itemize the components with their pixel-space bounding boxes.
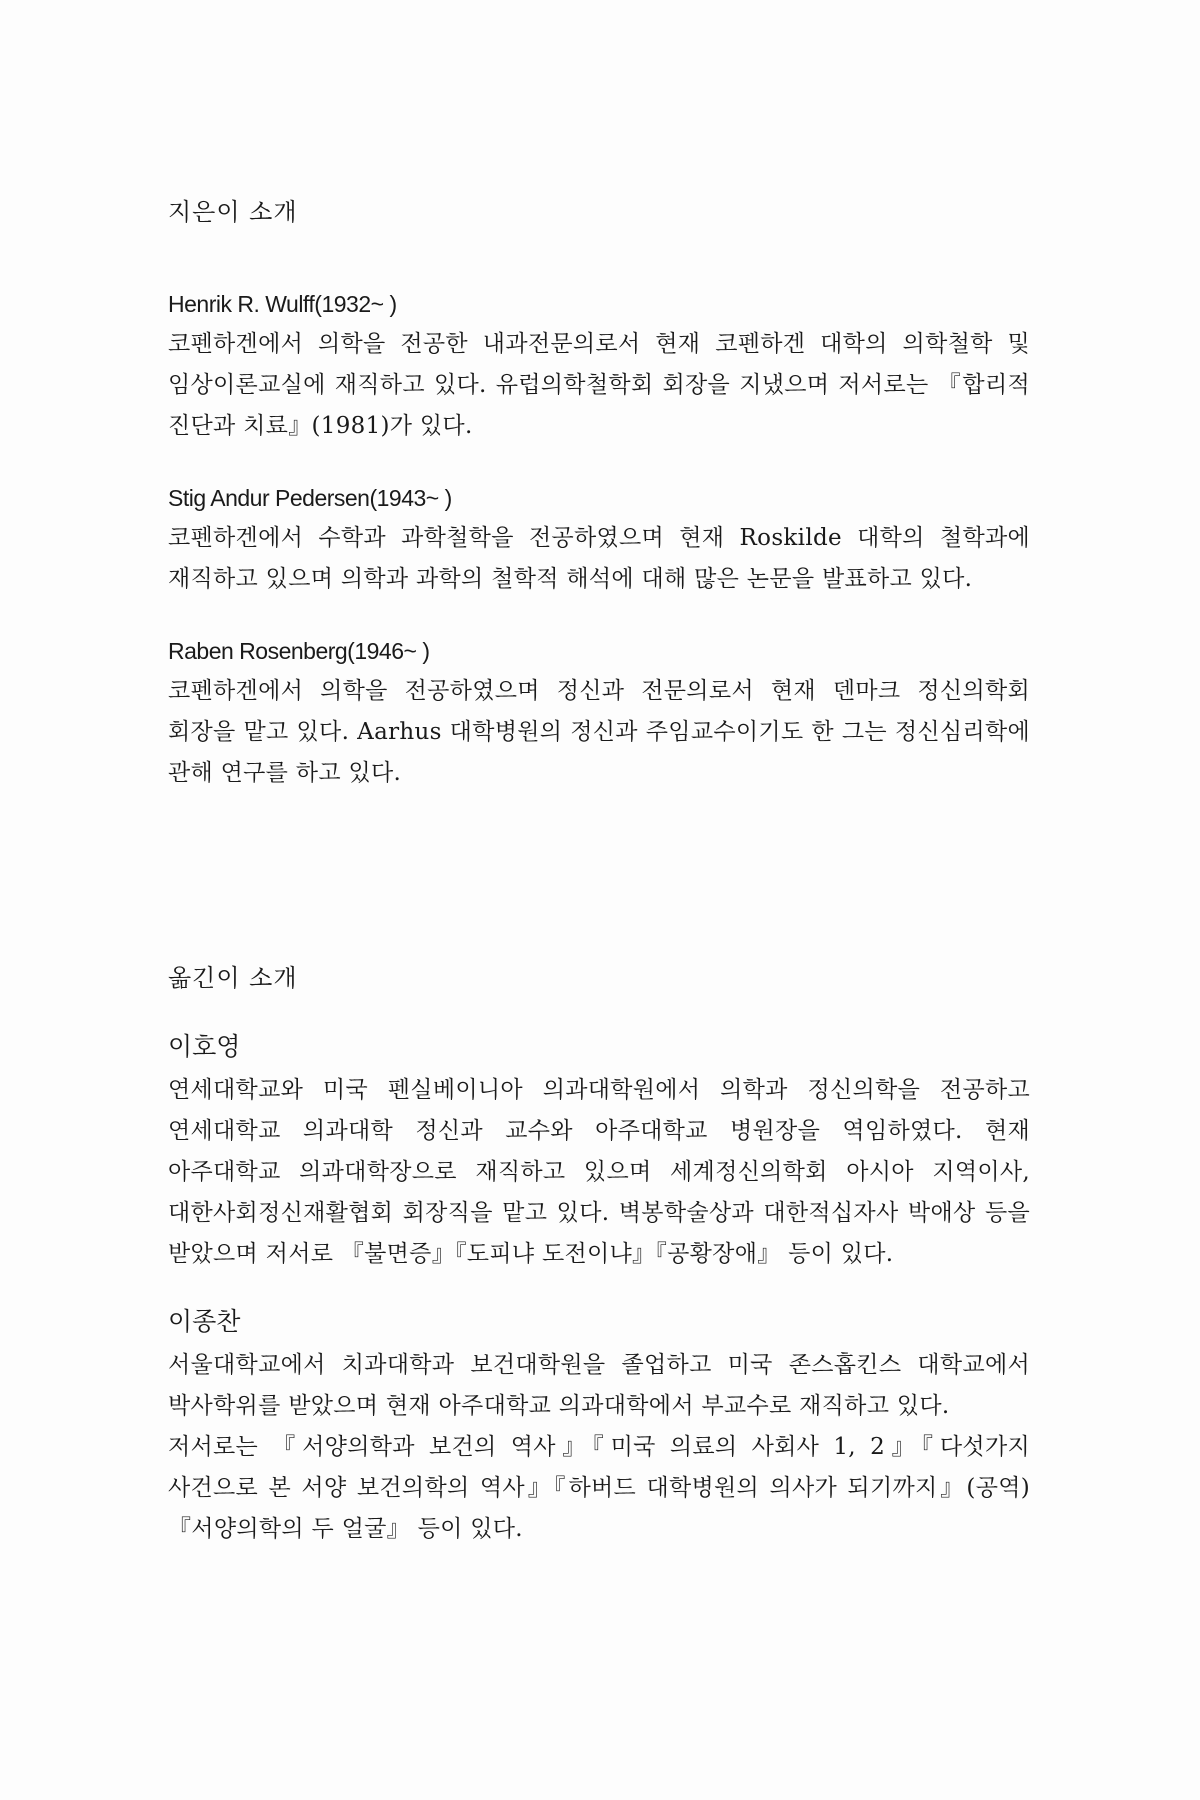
author-name: Stig Andur Pedersen(1943~ ) bbox=[168, 485, 452, 511]
authors-heading: 지은이 소개 bbox=[168, 198, 298, 226]
translator-entry bbox=[168, 1303, 1030, 1550]
translator-bio: 서울대학교에서 치과대학과 보건대학원을 졸업하고 미국 존스홉킨스 대학교에서 박사학위를 받았으며 현재 아주대학교 의과대학에서 부교수로 재직하고 있다. bbox=[168, 1352, 1030, 1419]
author-entry bbox=[168, 480, 1030, 600]
author-bio: 코펜하겐에서 수학과 과학철학을 전공하였으며 현재 Roskilde 대학의 철학과에 재직하고 있으며 의학과 과학의 철학적 해석에 대해 많은 논문을 발표하고 있다. bbox=[168, 525, 1030, 592]
translator-name: 이종찬 bbox=[168, 1307, 241, 1336]
authors-section bbox=[168, 196, 1030, 794]
translator-name: 이호영 bbox=[168, 1032, 241, 1061]
translators-heading: 옮긴이 소개 bbox=[168, 964, 298, 992]
author-bio: 코펜하겐에서 의학을 전공한 내과전문의로서 현재 코펜하겐 대학의 의학철학 및 임상이론교실에 재직하고 있다. 유럽의학철학회 회장을 지냈으며 저서로는 『합리적 진단과 치료』(1981)가 있다. bbox=[168, 331, 1030, 439]
author-name: Raben Rosenberg(1946~ ) bbox=[168, 638, 430, 664]
translators-section bbox=[168, 962, 1030, 1550]
author-bio: 코펜하겐에서 의학을 전공하였으며 정신과 전문의로서 현재 덴마크 정신의학회 회장을 맡고 있다. Aarhus 대학병원의 정신과 주임교수이기도 한 그는 정신심리학에 관해 연구를 하고 있다. bbox=[168, 678, 1030, 786]
author-name: Henrik R. Wulff(1932~ ) bbox=[168, 291, 397, 317]
author-entry bbox=[168, 286, 1030, 447]
translator-publications: 저서로는 『서양의학과 보건의 역사』『미국 의료의 사회사 1, 2』『다섯가지 사건으로 본 서양 보건의학의 역사』『하버드 대학병원의 의사가 되기까지』(공역) 『서양의학의 두 얼굴』 등이 있다. bbox=[168, 1434, 1030, 1542]
author-entry bbox=[168, 633, 1030, 794]
translator-bio: 연세대학교와 미국 펜실베이니아 의과대학원에서 의학과 정신의학을 전공하고 연세대학교 의과대학 정신과 교수와 아주대학교 병원장을 역임하였다. 현재 아주대학교 의과대학장으로 재직하고 있으며 세계정신의학회 아시아 지역이사, 대한사회정신재활협회 회장직을 맡고 있다. 벽봉학술상과 대한적십자사 박애상 등을 받았으며 저서로 『불면증』『도피냐 도전이냐』『공황장애』 등이 있다. bbox=[168, 1077, 1030, 1267]
translator-entry bbox=[168, 1028, 1030, 1275]
